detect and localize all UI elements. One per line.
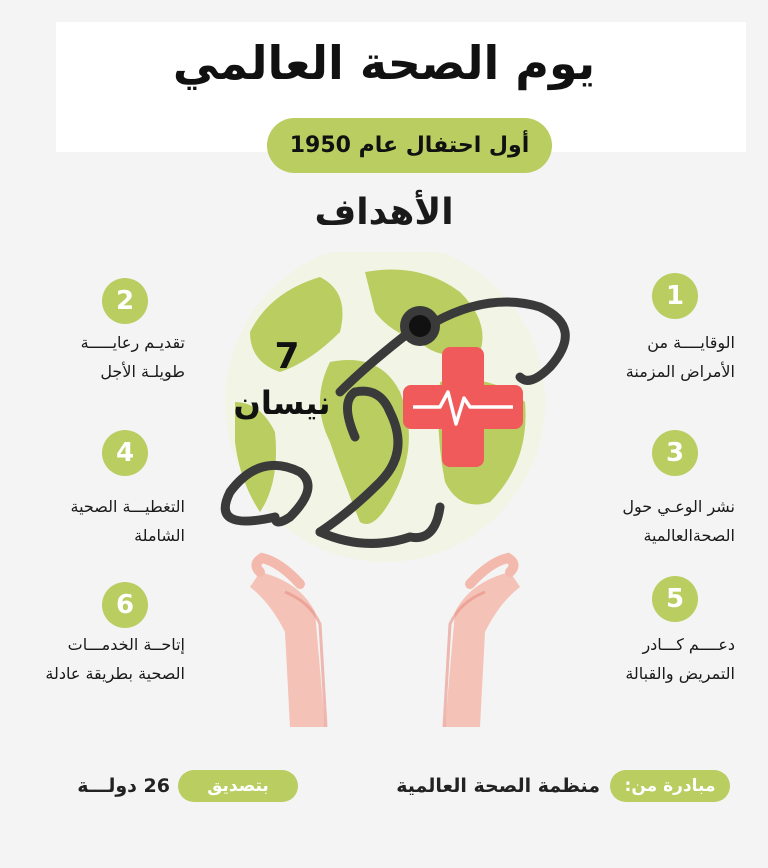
initiative-label: مبادرة من: xyxy=(610,770,730,802)
goal-2-text xyxy=(15,328,185,386)
goal-number-2: 2 xyxy=(102,278,148,324)
organization-name: منظمة الصحة العالمية xyxy=(396,775,600,797)
ratified-label: بتصديق xyxy=(178,770,298,802)
goal-number-6: 6 xyxy=(102,582,148,628)
goal-4-line2: الشاملة xyxy=(134,526,185,545)
hands-icon xyxy=(250,558,520,727)
goal-6-text xyxy=(15,630,185,688)
goal-1-line1: الوقايــــة من xyxy=(647,333,735,352)
goal-number-4: 4 xyxy=(102,430,148,476)
goal-number-3: 3 xyxy=(652,430,698,476)
goal-5-text xyxy=(565,630,735,688)
goal-number-5: 5 xyxy=(652,576,698,622)
date-day: 7 xyxy=(274,336,300,377)
goal-5-line1: دعــــم كـــادر xyxy=(642,635,735,654)
goal-3-line1: نشر الوعـي حول xyxy=(622,497,735,516)
goal-number-1: 1 xyxy=(652,273,698,319)
goal-4-text xyxy=(15,492,185,550)
goal-2-line2: طويلـة الأجل xyxy=(100,362,185,381)
goal-1-line2: الأمراض المزمنة xyxy=(625,362,735,381)
globe-stethoscope-illustration xyxy=(190,252,580,732)
goal-4-line1: التغطيـــة الصحية xyxy=(70,497,185,516)
goal-1-text xyxy=(565,328,735,386)
goal-5-line2: التمريض والقبالة xyxy=(625,664,735,683)
first-celebration-badge: أول احتفال عام 1950 xyxy=(267,118,552,173)
goals-heading: الأهداف xyxy=(314,192,454,233)
countries-count: 26 دولـــة xyxy=(77,775,170,797)
goal-3-text xyxy=(565,492,735,550)
goal-3-line2: الصحةالعالمية xyxy=(643,526,735,545)
goal-6-line1: إتاحــة الخدمـــات xyxy=(67,635,185,654)
date-month: نيسان xyxy=(233,384,331,422)
goal-6-line2: الصحية بطريقة عادلة xyxy=(45,664,185,683)
page-title: يوم الصحة العالمي xyxy=(172,36,596,90)
goal-2-line1: تقديـم رعايـــــة xyxy=(80,333,185,352)
